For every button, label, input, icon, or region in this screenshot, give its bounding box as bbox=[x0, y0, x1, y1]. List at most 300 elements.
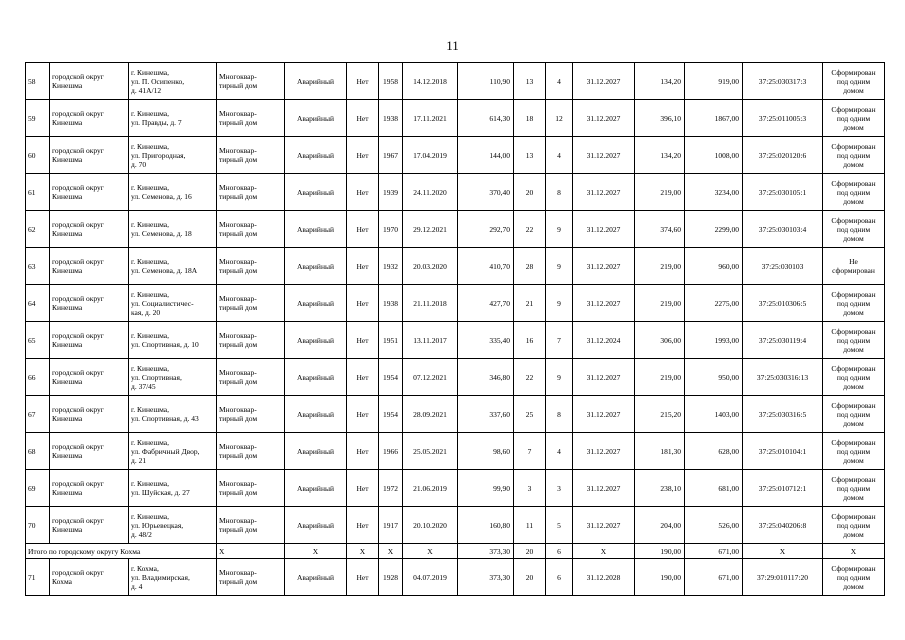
people-cell-text: 25 bbox=[525, 409, 534, 419]
cadastre-cell bbox=[743, 137, 823, 174]
area-cell-text: 99,90 bbox=[493, 483, 510, 493]
building-type-cell bbox=[217, 470, 285, 507]
year-cell-text: 1938 bbox=[383, 298, 398, 308]
building-type-cell bbox=[217, 396, 285, 433]
year-cell bbox=[379, 433, 403, 470]
deadline-cell bbox=[573, 174, 635, 211]
date-cell-text: 21.11.2018 bbox=[413, 298, 447, 308]
address-cell bbox=[129, 507, 217, 544]
area-cell-text: 160,80 bbox=[489, 520, 510, 530]
building-type-cell-text: Многоквар- тирный дом bbox=[219, 568, 258, 586]
count-cell-text: 4 bbox=[557, 446, 561, 456]
address-cell-text: г. Кинешма, ул. Правды, д. 7 bbox=[131, 109, 182, 127]
area-cell-text: 410,70 bbox=[489, 261, 510, 271]
building-type-cell bbox=[217, 433, 285, 470]
date-cell bbox=[403, 470, 458, 507]
area2-cell-text: 219,00 bbox=[660, 298, 681, 308]
flag-cell bbox=[347, 211, 379, 248]
area-cell-text: 614,30 bbox=[489, 113, 510, 123]
row-number bbox=[26, 137, 50, 174]
sum-cell-text: 671,00 bbox=[718, 572, 739, 582]
building-type-cell-text: Многоквар- тирный дом bbox=[219, 109, 258, 127]
building-type-cell-text: Многоквар- тирный дом bbox=[219, 146, 258, 164]
row-number-text: 70 bbox=[28, 520, 36, 530]
cadastre-cell bbox=[743, 63, 823, 100]
municipality-cell-text: городской округ Кинешма bbox=[52, 405, 104, 423]
sum-cell-text: 2275,00 bbox=[714, 298, 739, 308]
formed-status-cell-text: Не сформирован bbox=[832, 257, 875, 275]
status-cell bbox=[285, 559, 347, 596]
address-cell bbox=[129, 211, 217, 248]
sum-cell bbox=[685, 470, 743, 507]
formed-status-cell-text: Сформирован под одним домом bbox=[831, 289, 876, 317]
area2-cell bbox=[635, 137, 685, 174]
table-row bbox=[26, 396, 885, 433]
date-cell bbox=[403, 507, 458, 544]
people-cell bbox=[514, 137, 546, 174]
sum-cell bbox=[685, 433, 743, 470]
row-number bbox=[26, 285, 50, 322]
sum-cell bbox=[685, 137, 743, 174]
municipality-cell-text: городской округ Кинешма bbox=[52, 257, 104, 275]
row-number-text: 69 bbox=[28, 483, 36, 493]
date-cell-text: 21.06.2019 bbox=[413, 483, 447, 493]
formed-status-cell bbox=[823, 285, 885, 322]
formed-status-cell bbox=[823, 100, 885, 137]
row-number bbox=[26, 211, 50, 248]
total-cadastre-cell: X bbox=[743, 544, 823, 559]
area2-cell-text: 219,00 bbox=[660, 187, 681, 197]
flag-cell bbox=[347, 433, 379, 470]
area2-cell bbox=[635, 322, 685, 359]
table-body bbox=[26, 63, 885, 596]
total-status-cell: X bbox=[285, 544, 347, 559]
sum-cell bbox=[685, 359, 743, 396]
flag-cell bbox=[347, 396, 379, 433]
year-cell bbox=[379, 137, 403, 174]
row-number-text: 64 bbox=[28, 298, 36, 308]
formed-status-cell bbox=[823, 174, 885, 211]
count-cell-text: 8 bbox=[557, 409, 561, 419]
municipality-cell bbox=[50, 248, 129, 285]
people-cell-text: 3 bbox=[527, 483, 532, 493]
cadastre-cell-text: 37:25:040206:8 bbox=[758, 520, 807, 530]
deadline-cell bbox=[573, 322, 635, 359]
flag-cell-text: Нет bbox=[356, 150, 369, 160]
year-cell bbox=[379, 322, 403, 359]
municipality-cell-text: городской округ Кинешма bbox=[52, 294, 104, 312]
table-row bbox=[26, 248, 885, 285]
table-row bbox=[26, 359, 885, 396]
municipality-cell bbox=[50, 507, 129, 544]
cadastre-cell-text: 37:29:010117:20 bbox=[757, 572, 808, 582]
year-cell bbox=[379, 470, 403, 507]
area-cell-text: 337,60 bbox=[489, 409, 510, 419]
year-cell-text: 1954 bbox=[383, 409, 398, 419]
people-cell bbox=[514, 285, 546, 322]
cadastre-cell bbox=[743, 396, 823, 433]
people-cell-text: 20 bbox=[525, 187, 534, 197]
status-cell bbox=[285, 285, 347, 322]
municipality-cell-text: городской округ Кинешма bbox=[52, 183, 104, 201]
deadline-cell-text: 31.12.2027 bbox=[586, 298, 621, 308]
status-cell bbox=[285, 507, 347, 544]
municipality-cell-text: городской округ Кинешма bbox=[52, 479, 104, 497]
status-cell-text: Аварийный bbox=[296, 150, 335, 160]
area-cell bbox=[458, 507, 514, 544]
status-cell-text: Аварийный bbox=[296, 261, 335, 271]
total-label: Итого по городскому округу Кохма bbox=[26, 544, 217, 559]
municipality-cell-text: городской округ Кохма bbox=[52, 568, 104, 586]
status-cell-text: Аварийный bbox=[296, 409, 335, 419]
year-cell bbox=[379, 559, 403, 596]
year-cell-text: 1958 bbox=[383, 76, 398, 86]
status-cell-text: Аварийный bbox=[296, 483, 335, 493]
cadastre-cell-text: 37:25:010104:1 bbox=[758, 446, 807, 456]
area-cell bbox=[458, 285, 514, 322]
area2-cell bbox=[635, 433, 685, 470]
count-cell-text: 12 bbox=[555, 113, 563, 123]
total-row bbox=[26, 544, 885, 559]
area2-cell-text: 204,00 bbox=[660, 520, 681, 530]
people-cell bbox=[514, 211, 546, 248]
status-cell bbox=[285, 396, 347, 433]
sum-cell-text: 628,00 bbox=[718, 446, 739, 456]
address-cell bbox=[129, 559, 217, 596]
cadastre-cell-text: 37:25:030317:3 bbox=[758, 76, 807, 86]
flag-cell-text: Нет bbox=[356, 446, 369, 456]
area-cell bbox=[458, 100, 514, 137]
building-type-cell bbox=[217, 248, 285, 285]
year-cell bbox=[379, 285, 403, 322]
building-type-cell-text: Многоквар- тирный дом bbox=[219, 479, 258, 497]
deadline-cell bbox=[573, 137, 635, 174]
municipality-cell-text: городской округ Кинешма bbox=[52, 368, 104, 386]
sum-cell bbox=[685, 322, 743, 359]
status-cell-text: Аварийный bbox=[296, 224, 335, 234]
total-count-cell: 6 bbox=[546, 544, 573, 559]
area-cell-text: 346,80 bbox=[489, 372, 510, 382]
flag-cell bbox=[347, 63, 379, 100]
date-cell bbox=[403, 396, 458, 433]
municipality-cell bbox=[50, 433, 129, 470]
count-cell bbox=[546, 63, 573, 100]
deadline-cell-text: 31.12.2027 bbox=[586, 76, 621, 86]
total-people-cell: 20 bbox=[514, 544, 546, 559]
municipality-cell bbox=[50, 322, 129, 359]
address-cell bbox=[129, 396, 217, 433]
municipality-cell bbox=[50, 359, 129, 396]
area2-cell-text: 190,00 bbox=[660, 572, 681, 582]
status-cell bbox=[285, 470, 347, 507]
status-cell-text: Аварийный bbox=[296, 572, 335, 582]
area2-cell bbox=[635, 248, 685, 285]
sum-cell bbox=[685, 285, 743, 322]
area-cell bbox=[458, 137, 514, 174]
date-cell-text: 25.05.2021 bbox=[413, 446, 447, 456]
area-cell bbox=[458, 211, 514, 248]
area-cell bbox=[458, 470, 514, 507]
row-number-text: 66 bbox=[28, 372, 36, 382]
status-cell-text: Аварийный bbox=[296, 76, 335, 86]
count-cell bbox=[546, 322, 573, 359]
year-cell-text: 1966 bbox=[383, 446, 398, 456]
status-cell bbox=[285, 322, 347, 359]
row-number-text: 71 bbox=[28, 572, 36, 582]
sum-cell bbox=[685, 396, 743, 433]
cadastre-cell bbox=[743, 433, 823, 470]
address-cell-text: г. Кохма, ул. Владимирская, д. 4 bbox=[131, 563, 190, 591]
table-row bbox=[26, 507, 885, 544]
flag-cell bbox=[347, 359, 379, 396]
count-cell bbox=[546, 433, 573, 470]
address-cell-text: г. Кинешма, ул. Пригородная, д. 70 bbox=[131, 141, 186, 169]
row-number bbox=[26, 433, 50, 470]
area-cell bbox=[458, 559, 514, 596]
date-cell-text: 24.11.2020 bbox=[413, 187, 447, 197]
count-cell-text: 7 bbox=[557, 335, 561, 345]
municipality-cell-text: городской округ Кинешма bbox=[52, 146, 104, 164]
area2-cell-text: 219,00 bbox=[660, 261, 681, 271]
building-type-cell bbox=[217, 559, 285, 596]
status-cell bbox=[285, 359, 347, 396]
date-cell-text: 17.11.2021 bbox=[413, 113, 447, 123]
municipality-cell bbox=[50, 100, 129, 137]
sum-cell bbox=[685, 174, 743, 211]
deadline-cell-text: 31.12.2027 bbox=[586, 187, 621, 197]
date-cell-text: 13.11.2017 bbox=[413, 335, 447, 345]
sum-cell-text: 526,00 bbox=[718, 520, 739, 530]
flag-cell-text: Нет bbox=[356, 483, 369, 493]
building-type-cell bbox=[217, 359, 285, 396]
formed-status-cell-text: Сформирован под одним домом bbox=[831, 563, 876, 591]
formed-status-cell-text: Сформирован под одним домом bbox=[831, 178, 876, 206]
sum-cell-text: 3234,00 bbox=[714, 187, 739, 197]
formed-status-cell bbox=[823, 137, 885, 174]
sum-cell bbox=[685, 63, 743, 100]
municipality-cell bbox=[50, 285, 129, 322]
total-area2-cell: 190,00 bbox=[635, 544, 685, 559]
date-cell bbox=[403, 248, 458, 285]
flag-cell bbox=[347, 559, 379, 596]
area2-cell bbox=[635, 559, 685, 596]
row-number-text: 65 bbox=[28, 335, 36, 345]
area2-cell bbox=[635, 359, 685, 396]
sum-cell bbox=[685, 211, 743, 248]
municipality-cell-text: городской округ Кинешма bbox=[52, 220, 104, 238]
count-cell bbox=[546, 559, 573, 596]
municipality-cell-text: городской округ Кинешма bbox=[52, 516, 104, 534]
area2-cell-text: 215,20 bbox=[660, 409, 681, 419]
flag-cell-text: Нет bbox=[356, 113, 369, 123]
deadline-cell-text: 31.12.2027 bbox=[586, 224, 621, 234]
address-cell bbox=[129, 322, 217, 359]
people-cell bbox=[514, 507, 546, 544]
flag-cell-text: Нет bbox=[356, 224, 369, 234]
deadline-cell bbox=[573, 248, 635, 285]
date-cell bbox=[403, 359, 458, 396]
total-date-cell: X bbox=[403, 544, 458, 559]
flag-cell-text: Нет bbox=[356, 187, 369, 197]
count-cell-text: 3 bbox=[557, 483, 561, 493]
sum-cell-text: 681,00 bbox=[718, 483, 739, 493]
deadline-cell-text: 31.12.2027 bbox=[586, 261, 621, 271]
sum-cell bbox=[685, 100, 743, 137]
row-number-text: 68 bbox=[28, 446, 36, 456]
formed-status-cell bbox=[823, 63, 885, 100]
municipality-cell-text: городской округ Кинешма bbox=[52, 331, 104, 349]
total-building-type-cell: X bbox=[217, 544, 285, 559]
total-deadline-cell: X bbox=[573, 544, 635, 559]
building-type-cell bbox=[217, 211, 285, 248]
building-type-cell-text: Многоквар- тирный дом bbox=[219, 516, 258, 534]
year-cell bbox=[379, 174, 403, 211]
flag-cell-text: Нет bbox=[356, 372, 369, 382]
table-row bbox=[26, 137, 885, 174]
date-cell-text: 28.09.2021 bbox=[413, 409, 447, 419]
row-number-text: 58 bbox=[28, 76, 36, 86]
municipality-cell bbox=[50, 559, 129, 596]
cadastre-cell bbox=[743, 285, 823, 322]
deadline-cell bbox=[573, 359, 635, 396]
year-cell bbox=[379, 63, 403, 100]
area2-cell bbox=[635, 174, 685, 211]
flag-cell-text: Нет bbox=[356, 261, 369, 271]
formed-status-cell bbox=[823, 248, 885, 285]
address-cell-text: г. Кинешма, ул. Фабричный Двор, д. 21 bbox=[131, 437, 200, 465]
flag-cell bbox=[347, 322, 379, 359]
cadastre-cell-text: 37:25:011005:3 bbox=[758, 113, 807, 123]
date-cell-text: 17.04.2019 bbox=[413, 150, 447, 160]
deadline-cell bbox=[573, 507, 635, 544]
row-number bbox=[26, 322, 50, 359]
area-cell bbox=[458, 174, 514, 211]
formed-status-cell-text: Сформирован под одним домом bbox=[831, 67, 876, 95]
row-number bbox=[26, 507, 50, 544]
table-row bbox=[26, 285, 885, 322]
status-cell-text: Аварийный bbox=[296, 187, 335, 197]
table-row bbox=[26, 63, 885, 100]
address-cell bbox=[129, 359, 217, 396]
year-cell-text: 1938 bbox=[383, 113, 398, 123]
municipality-cell bbox=[50, 211, 129, 248]
count-cell bbox=[546, 100, 573, 137]
area2-cell bbox=[635, 470, 685, 507]
sum-cell-text: 1993,00 bbox=[714, 335, 739, 345]
formed-status-cell-text: Сформирован под одним домом bbox=[831, 474, 876, 502]
cadastre-cell bbox=[743, 322, 823, 359]
address-cell-text: г. Кинешма, ул. Шуйская, д. 27 bbox=[131, 479, 190, 497]
cadastre-cell bbox=[743, 470, 823, 507]
building-type-cell bbox=[217, 100, 285, 137]
count-cell bbox=[546, 211, 573, 248]
table-row bbox=[26, 100, 885, 137]
area-cell-text: 292,70 bbox=[489, 224, 510, 234]
count-cell-text: 4 bbox=[557, 76, 561, 86]
deadline-cell-text: 31.12.2028 bbox=[586, 572, 621, 582]
people-cell bbox=[514, 559, 546, 596]
status-cell bbox=[285, 433, 347, 470]
date-cell bbox=[403, 100, 458, 137]
deadline-cell-text: 31.12.2024 bbox=[586, 335, 621, 345]
date-cell bbox=[403, 559, 458, 596]
people-cell-text: 20 bbox=[525, 572, 534, 582]
flag-cell bbox=[347, 285, 379, 322]
area-cell bbox=[458, 322, 514, 359]
address-cell bbox=[129, 174, 217, 211]
year-cell-text: 1972 bbox=[383, 483, 398, 493]
date-cell bbox=[403, 285, 458, 322]
municipality-cell bbox=[50, 174, 129, 211]
deadline-cell bbox=[573, 285, 635, 322]
row-number bbox=[26, 559, 50, 596]
area2-cell-text: 219,00 bbox=[660, 372, 681, 382]
row-number-text: 61 bbox=[28, 187, 36, 197]
status-cell bbox=[285, 137, 347, 174]
status-cell-text: Аварийный bbox=[296, 113, 335, 123]
formed-status-cell bbox=[823, 507, 885, 544]
area-cell-text: 110,90 bbox=[489, 76, 510, 86]
people-cell-text: 13 bbox=[525, 150, 534, 160]
people-cell-text: 7 bbox=[527, 446, 532, 456]
address-cell-text: г. Кинешма, ул. Семенова, д. 18А bbox=[131, 257, 198, 275]
people-cell-text: 11 bbox=[525, 520, 534, 530]
total-sum-cell: 671,00 bbox=[685, 544, 743, 559]
year-cell bbox=[379, 507, 403, 544]
year-cell-text: 1939 bbox=[383, 187, 398, 197]
cadastre-cell bbox=[743, 100, 823, 137]
flag-cell bbox=[347, 100, 379, 137]
status-cell bbox=[285, 100, 347, 137]
table-row bbox=[26, 559, 885, 596]
table-row bbox=[26, 211, 885, 248]
address-cell bbox=[129, 248, 217, 285]
area-cell-text: 144,00 bbox=[489, 150, 510, 160]
people-cell bbox=[514, 63, 546, 100]
people-cell-text: 28 bbox=[525, 261, 534, 271]
area-cell-text: 98,60 bbox=[493, 446, 510, 456]
cadastre-cell-text: 37:25:030103:4 bbox=[758, 224, 807, 234]
count-cell bbox=[546, 470, 573, 507]
formed-status-cell-text: Сформирован под одним домом bbox=[831, 511, 876, 539]
municipality-cell bbox=[50, 137, 129, 174]
year-cell bbox=[379, 100, 403, 137]
year-cell-text: 1970 bbox=[383, 224, 398, 234]
flag-cell bbox=[347, 470, 379, 507]
table-row bbox=[26, 322, 885, 359]
building-type-cell bbox=[217, 174, 285, 211]
area-cell-text: 370,40 bbox=[489, 187, 510, 197]
cadastre-cell-text: 37:25:010712:1 bbox=[758, 483, 807, 493]
flag-cell-text: Нет bbox=[356, 409, 369, 419]
date-cell bbox=[403, 137, 458, 174]
formed-status-cell bbox=[823, 322, 885, 359]
people-cell bbox=[514, 322, 546, 359]
row-number bbox=[26, 63, 50, 100]
municipality-cell-text: городской округ Кинешма bbox=[52, 109, 104, 127]
area2-cell-text: 134,20 bbox=[660, 76, 681, 86]
area-cell bbox=[458, 359, 514, 396]
building-type-cell-text: Многоквар- тирный дом bbox=[219, 294, 258, 312]
cadastre-cell bbox=[743, 248, 823, 285]
status-cell-text: Аварийный bbox=[296, 335, 335, 345]
building-type-cell-text: Многоквар- тирный дом bbox=[219, 72, 258, 90]
building-type-cell-text: Многоквар- тирный дом bbox=[219, 405, 258, 423]
address-cell-text: г. Кинешма, ул. Спортивная, д. 10 bbox=[131, 331, 199, 349]
cadastre-cell bbox=[743, 174, 823, 211]
people-cell bbox=[514, 433, 546, 470]
count-cell-text: 8 bbox=[557, 187, 561, 197]
